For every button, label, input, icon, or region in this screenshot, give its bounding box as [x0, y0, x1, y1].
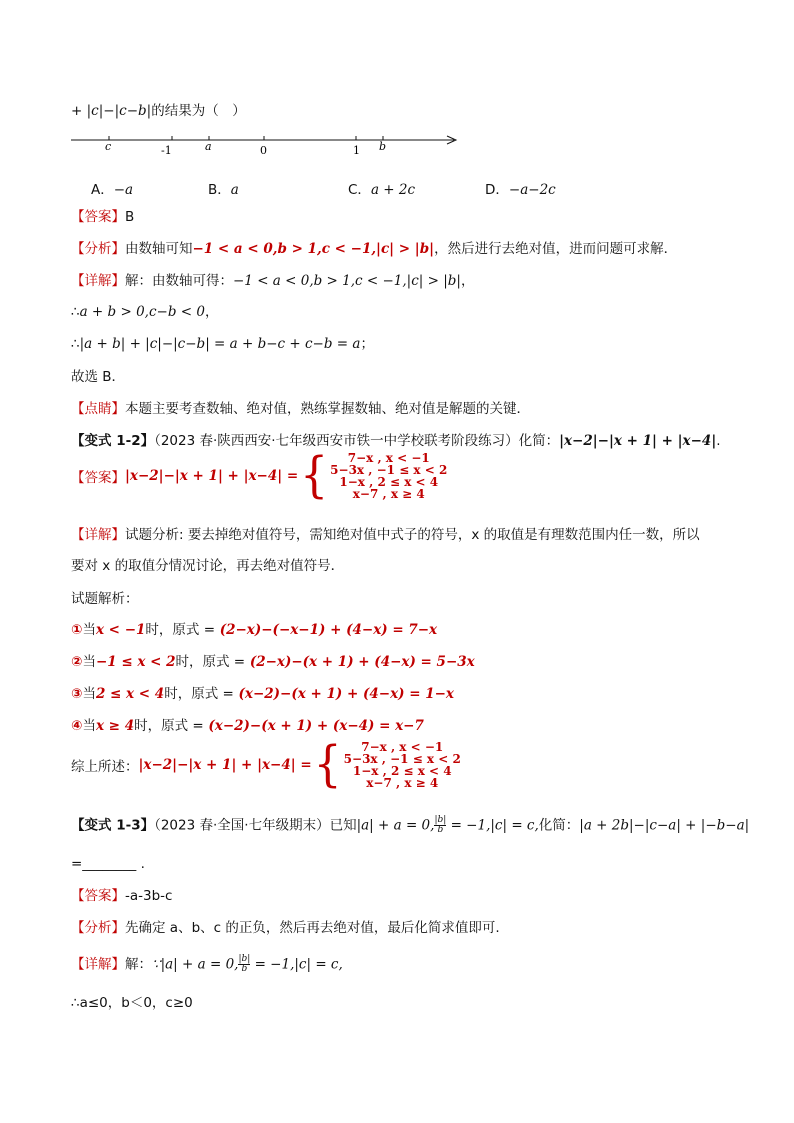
- detail-1: 【详解】解：由数轴可得：−1 < a < 0,b > 1,c < −1,|c| > |b|，: [71, 273, 475, 289]
- nl-label-a: a: [205, 140, 212, 153]
- summary: 综上所述： |x−2|−|x + 1| + |x−4| = { 7−x , x < −1 5−3x , −1 ≤ x < 2 1−x , 2 ≤ x < 4 x−7 , x ≥ 4: [71, 736, 461, 793]
- case-step-4: ④当x ≥ 4时，原式 = (x−2)−(x + 1) + (x−4) = x−7: [71, 718, 424, 734]
- answer-2: 【答案】 |x−2|−|x + 1| + |x−4| = { 7−x , x < −1 5−3x , −1 ≤ x < 2 1−x , 2 ≤ x < 4 x−7 , x ≥ 4: [71, 447, 448, 504]
- option-c: C．a + 2c: [348, 182, 416, 198]
- case-step-3: ③当2 ≤ x < 4时，原式 = (x−2)−(x + 1) + (4−x) = 1−x: [71, 686, 454, 702]
- left-brace: {: [313, 736, 342, 793]
- final-line: ∴a≤0，b＜0，c≥0: [71, 995, 193, 1011]
- analysis-label: 试题解析：: [71, 591, 139, 607]
- variant-1-2: 【变式 1-2】（2023 春·陕西西安·七年级西安市铁一中学校联考阶段练习）化简：|x−2|−|x + 1| + |x−4|.: [71, 433, 721, 449]
- case-step-2: ②当−1 ≤ x < 2时，原式 = (2−x)−(x + 1) + (4−x) = 5−3x: [71, 654, 475, 670]
- question-expr: |c|−|c−b|: [86, 103, 152, 119]
- detail-2-line-2: 要对 x 的取值分情况讨论，再去绝对值符号．: [71, 558, 345, 574]
- cases-block: 7−x , x < −1 5−3x , −1 ≤ x < 2 1−x , 2 ≤ x < 4 x−7 , x ≥ 4: [330, 451, 448, 501]
- detail-1-step-1: ∴a + b > 0,c−b < 0，: [71, 304, 219, 320]
- number-line: [70, 128, 470, 162]
- nl-label-1: 1: [353, 144, 360, 157]
- detail-2-line-1: 【详解】试题分析: 要去掉绝对值符号，需知绝对值中式子的符号，x 的取值是有理数范围内任一数，所以: [71, 527, 700, 543]
- nl-label-neg1: -1: [161, 144, 172, 157]
- nl-label-c: c: [105, 140, 112, 153]
- option-b: B．a: [208, 182, 239, 198]
- choose-1: 故选 B．: [71, 369, 126, 385]
- nl-label-b: b: [379, 140, 387, 153]
- analysis-3: 【分析】先确定 a、b、c 的正负，然后再去绝对值，最后化简求值即可.: [71, 920, 500, 936]
- question-tail: + |c|−|c−b|的结果为（ ）: [71, 103, 246, 119]
- detail-1-step-2: ∴|a + b| + |c|−|c−b| = a + b−c + c−b = a；: [71, 336, 374, 352]
- case-step-1: ①当x < −1时，原式 = (2−x)−(−x−1) + (4−x) = 7−x: [71, 622, 438, 638]
- cases-block: 7−x , x < −1 5−3x , −1 ≤ x < 2 1−x , 2 ≤ x < 4 x−7 , x ≥ 4: [343, 740, 461, 790]
- blank-line: =________ .: [71, 856, 145, 872]
- option-d: D．−a−2c: [485, 182, 556, 198]
- variant-1-3: 【变式 1-3】（2023 春·全国·七年级期末）已知|a| + a = 0, $\frac{|b|}{b}$ = −1,|c| = c,化简：|a + 2b|−|c−a| + |−b−a|: [71, 815, 750, 835]
- left-brace: {: [300, 447, 329, 504]
- analysis-1: 【分析】由数轴可知−1 < a < 0,b > 1,c < −1,|c| > |b|，然后进行去绝对值，进而问题可求解．: [71, 241, 678, 257]
- detail-3: 【详解】解：∵|a| + a = 0, $\frac{|b|}{b}$ = −1,|c| = c,: [71, 954, 343, 974]
- option-a: A．−a: [91, 182, 134, 198]
- tip-1: 【点睛】本题主要考查数轴、绝对值，熟练掌握数轴、绝对值是解题的关键．: [71, 401, 530, 417]
- answer-3: 【答案】-a-3b-c: [71, 888, 173, 904]
- answer-1: 【答案】B: [71, 209, 135, 225]
- fraction: $\frac{|b|}{b}$: [238, 954, 251, 974]
- fraction: $\frac{|b|}{b}$: [434, 815, 447, 835]
- nl-label-0: 0: [260, 144, 267, 157]
